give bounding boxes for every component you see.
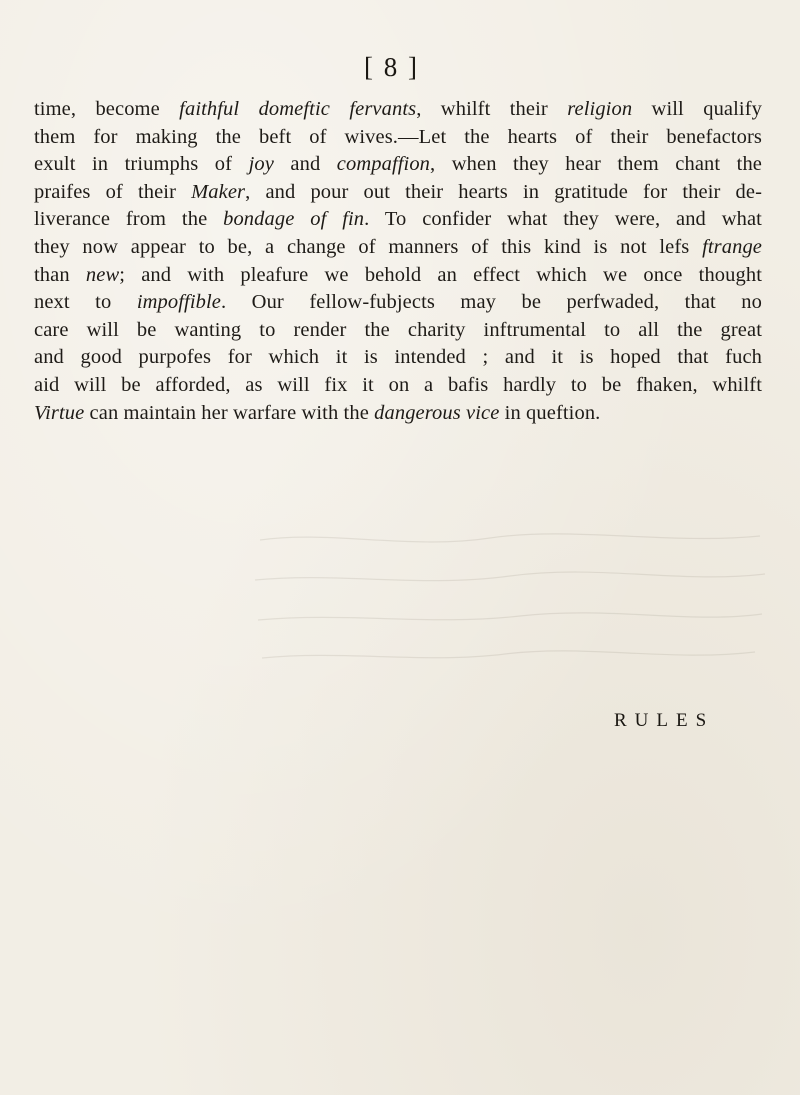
text-segment: can maintain her warfare with the: [84, 401, 375, 424]
text-line: [34, 372, 762, 400]
text-segment: care will be wanting to render the charity inftrumental to all the great: [34, 318, 762, 341]
text-segment: in queftion.: [499, 401, 601, 424]
italic-text-segment: compaffion: [336, 153, 431, 176]
text-segment: liverance from the: [34, 208, 224, 231]
italic-text-segment: ftrange: [702, 235, 762, 258]
text-segment: aid will be afforded, as will fix it on a bafis hardly to be fhaken, whilft: [34, 373, 762, 396]
italic-text-segment: dangerous vice: [374, 401, 500, 424]
text-segment: and: [273, 153, 337, 176]
text-segment: , when they hear them chant the: [430, 153, 762, 176]
text-line: [34, 151, 762, 179]
text-line: [34, 234, 762, 262]
text-line: [34, 400, 762, 428]
text-line: [34, 262, 762, 290]
body-paragraph: [34, 96, 762, 427]
text-segment: will qualify: [632, 98, 762, 120]
text-segment: they now appear to be, a change of manners of this kind is not lefs: [34, 235, 703, 258]
text-line: [34, 96, 762, 124]
text-line: [34, 317, 762, 345]
text-segment: exult in triumphs of: [34, 153, 249, 176]
text-segment: than: [34, 263, 86, 286]
italic-text-segment: bondage of fin: [223, 208, 365, 231]
italic-text-segment: Virtue: [34, 401, 85, 424]
text-segment: ; and with pleafure we behold an effect which we once thought: [119, 263, 762, 286]
text-line: [34, 179, 762, 207]
italic-text-segment: Maker: [191, 180, 246, 203]
text-segment: time, become: [34, 98, 180, 120]
text-segment: , and pour out their hearts in gratitude for their de-: [245, 180, 762, 203]
catchword: RULES: [614, 710, 715, 731]
italic-text-segment: joy: [248, 153, 274, 176]
text-segment: next to: [34, 291, 137, 314]
text-segment: and good purpofes for which it is intended ; and it is hoped that fuch: [34, 346, 762, 369]
italic-text-segment: impoffible: [136, 291, 221, 314]
text-segment: , whilft their: [416, 98, 568, 120]
text-line: [34, 206, 762, 234]
text-segment: praifes of their: [34, 180, 192, 203]
text-segment: them for making the beft of wives.—Let the hearts of their benefactors: [34, 125, 762, 148]
italic-text-segment: faithful domeftic fervants: [179, 98, 417, 120]
text-line: [34, 289, 762, 317]
show-through-texture: [250, 500, 770, 700]
italic-text-segment: new: [85, 263, 120, 286]
text-line: [34, 344, 762, 372]
italic-text-segment: religion: [567, 98, 633, 120]
page-number: [ 8 ]: [364, 52, 419, 82]
text-segment: . To confider what they were, and what: [364, 208, 762, 231]
text-segment: . Our fellow-fubjects may be perfwaded, that no: [220, 291, 763, 314]
text-line: [34, 124, 762, 152]
